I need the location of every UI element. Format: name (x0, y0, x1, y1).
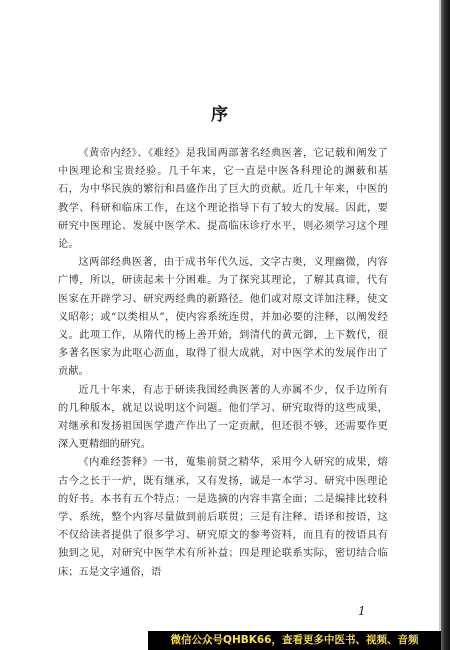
page-title: 序 (211, 105, 230, 125)
watermark-banner: 微信公众号QHBK66，查看更多中医书、视频、音频 (148, 631, 441, 650)
scan-edge-border (441, 0, 450, 650)
paragraph-1: 《黄帝内经》、《难经》是我国两部著名经典医著，它记载和阐发了中医理论和宝贵经验。几千年来，它一直是中医各科理论的渊薮和基石，为中华民族的繁衍和昌盛作出了巨大的贡献。近几十年来，中医的教学、科研和临床工作，在这个理论指导下有了较大的发展。因此，要研究中医理论、发展中医学术、提高临床诊疗水平，则必须学习这个理论。 (58, 148, 388, 251)
paragraph-2: 这两部经典医著，由于成书年代久远，文字古奥，义理幽微，内容广博，所以，研读起来十分困难。为了探究其理论，了解其真谛，代有医家在开辟学习、研究两经典的新路径。他们或对原文详加注释，使文义昭彰；或“以类相从”，使内容系统连贯，并加必要的注释，以阐发经义。此项工作，从隋代的杨上善开始，到清代的黄元御，上下数代，很多著名医家为此呕心沥血，取得了很大成就，对中医学术的发展作出了贡献。 (58, 257, 388, 378)
body-text (58, 145, 388, 582)
paragraph-3: 近几十年来，有志于研读我国经典医著的人亦属不少，仅手边所有的几种版本，就足以说明这个问题。他们学习、研究取得的这些成果，对继承和发扬祖国医学遗产作出了一定贡献，但还很不够，还需要作更深入更精细的研究。 (58, 384, 388, 451)
paragraph-4: 《内难经荟释》一书，蒐集前贤之精华，采用今人研究的成果，熔古今之长于一炉，既有继承，又有发扬，诚是一本学习、研究中医理论的好书。本书有五个特点：一是选摘的内容丰富全面；二是编排比较科学、系统，整个内容尽量做到前后联贯；三是有注释、语译和按语，这不仅给读者提供了很多学习、研究原文的参考资料，而且有的按语具有独到之见，对研究中医学术有所补益；四是理论联系实际，密切结合临床；五是文字通俗，语 (58, 457, 388, 578)
page-number: 1 (358, 604, 366, 618)
